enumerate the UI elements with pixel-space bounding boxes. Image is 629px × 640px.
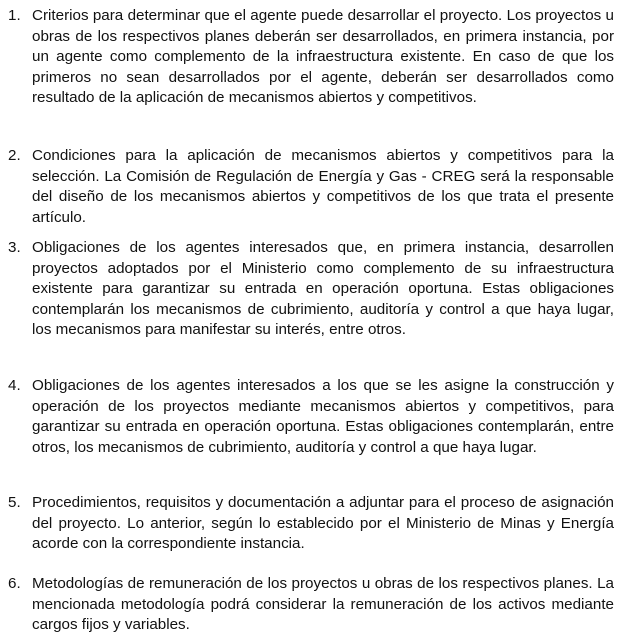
list-item-number: 3. bbox=[8, 239, 21, 256]
list-item-text: Condiciones para la aplicación de mecanismos abiertos y competitivos para la selección. La Comisión de Regulación de Energía y Gas - CREG será la responsable del diseño de los mecanismos abiertos y competitivos de los que trata el presente artículo. bbox=[32, 147, 614, 226]
list-item-1 bbox=[8, 6, 614, 109]
list-item-text: Obligaciones de los agentes interesados a los que se les asigne la construcción y operación de los proyectos mediante mecanismos abiertos y competitivos, para garantizar su entrada en operación oportuna. Estas obligaciones contemplarán, entre otros, los mecanismos de cubrimiento, auditoría y control a que haya lugar. bbox=[32, 377, 614, 456]
list-item-text: Metodologías de remuneración de los proyectos u obras de los respectivos planes. La mencionada metodología podrá considerar la remuneración de los activos mediante cargos fijos y variables. bbox=[32, 575, 614, 634]
list-item-text: Procedimientos, requisitos y documentación a adjuntar para el proceso de asignación del proyecto. Lo anterior, según lo establecido por el Ministerio de Minas y Energía acorde con la correspondiente instancia. bbox=[32, 494, 614, 553]
list-item-5 bbox=[8, 493, 614, 555]
list-item-number: 1. bbox=[8, 7, 21, 24]
list-item-number: 2. bbox=[8, 147, 21, 164]
list-item-number: 6. bbox=[8, 575, 21, 592]
list-item-number: 4. bbox=[8, 377, 21, 394]
list-item-4 bbox=[8, 376, 614, 458]
list-item-2 bbox=[8, 146, 614, 228]
list-item-text: Obligaciones de los agentes interesados que, en primera instancia, desarrollen proyectos adoptados por el Ministerio como complemento de su infraestructura existente para garantizar su entrada en operación oportuna. Estas obligaciones contemplarán los mecanismos de cubrimiento, auditoría y control a que haya lugar, los mecanismos para manifestar su interés, entre otros. bbox=[32, 239, 614, 339]
list-item-text: Criterios para determinar que el agente puede desarrollar el proyecto. Los proyectos u obras de los respectivos planes deberán ser desarrollados, en primera instancia, por un agente como complemento de la infraestructura existente. En caso de que los primeros no sean desarrollados por el agente, deberán ser desarrollados como resultado de la aplicación de mecanismos abiertos y competitivos. bbox=[32, 7, 614, 107]
list-item-6 bbox=[8, 574, 614, 636]
list-item-number: 5. bbox=[8, 494, 21, 511]
list-item-3 bbox=[8, 238, 614, 341]
